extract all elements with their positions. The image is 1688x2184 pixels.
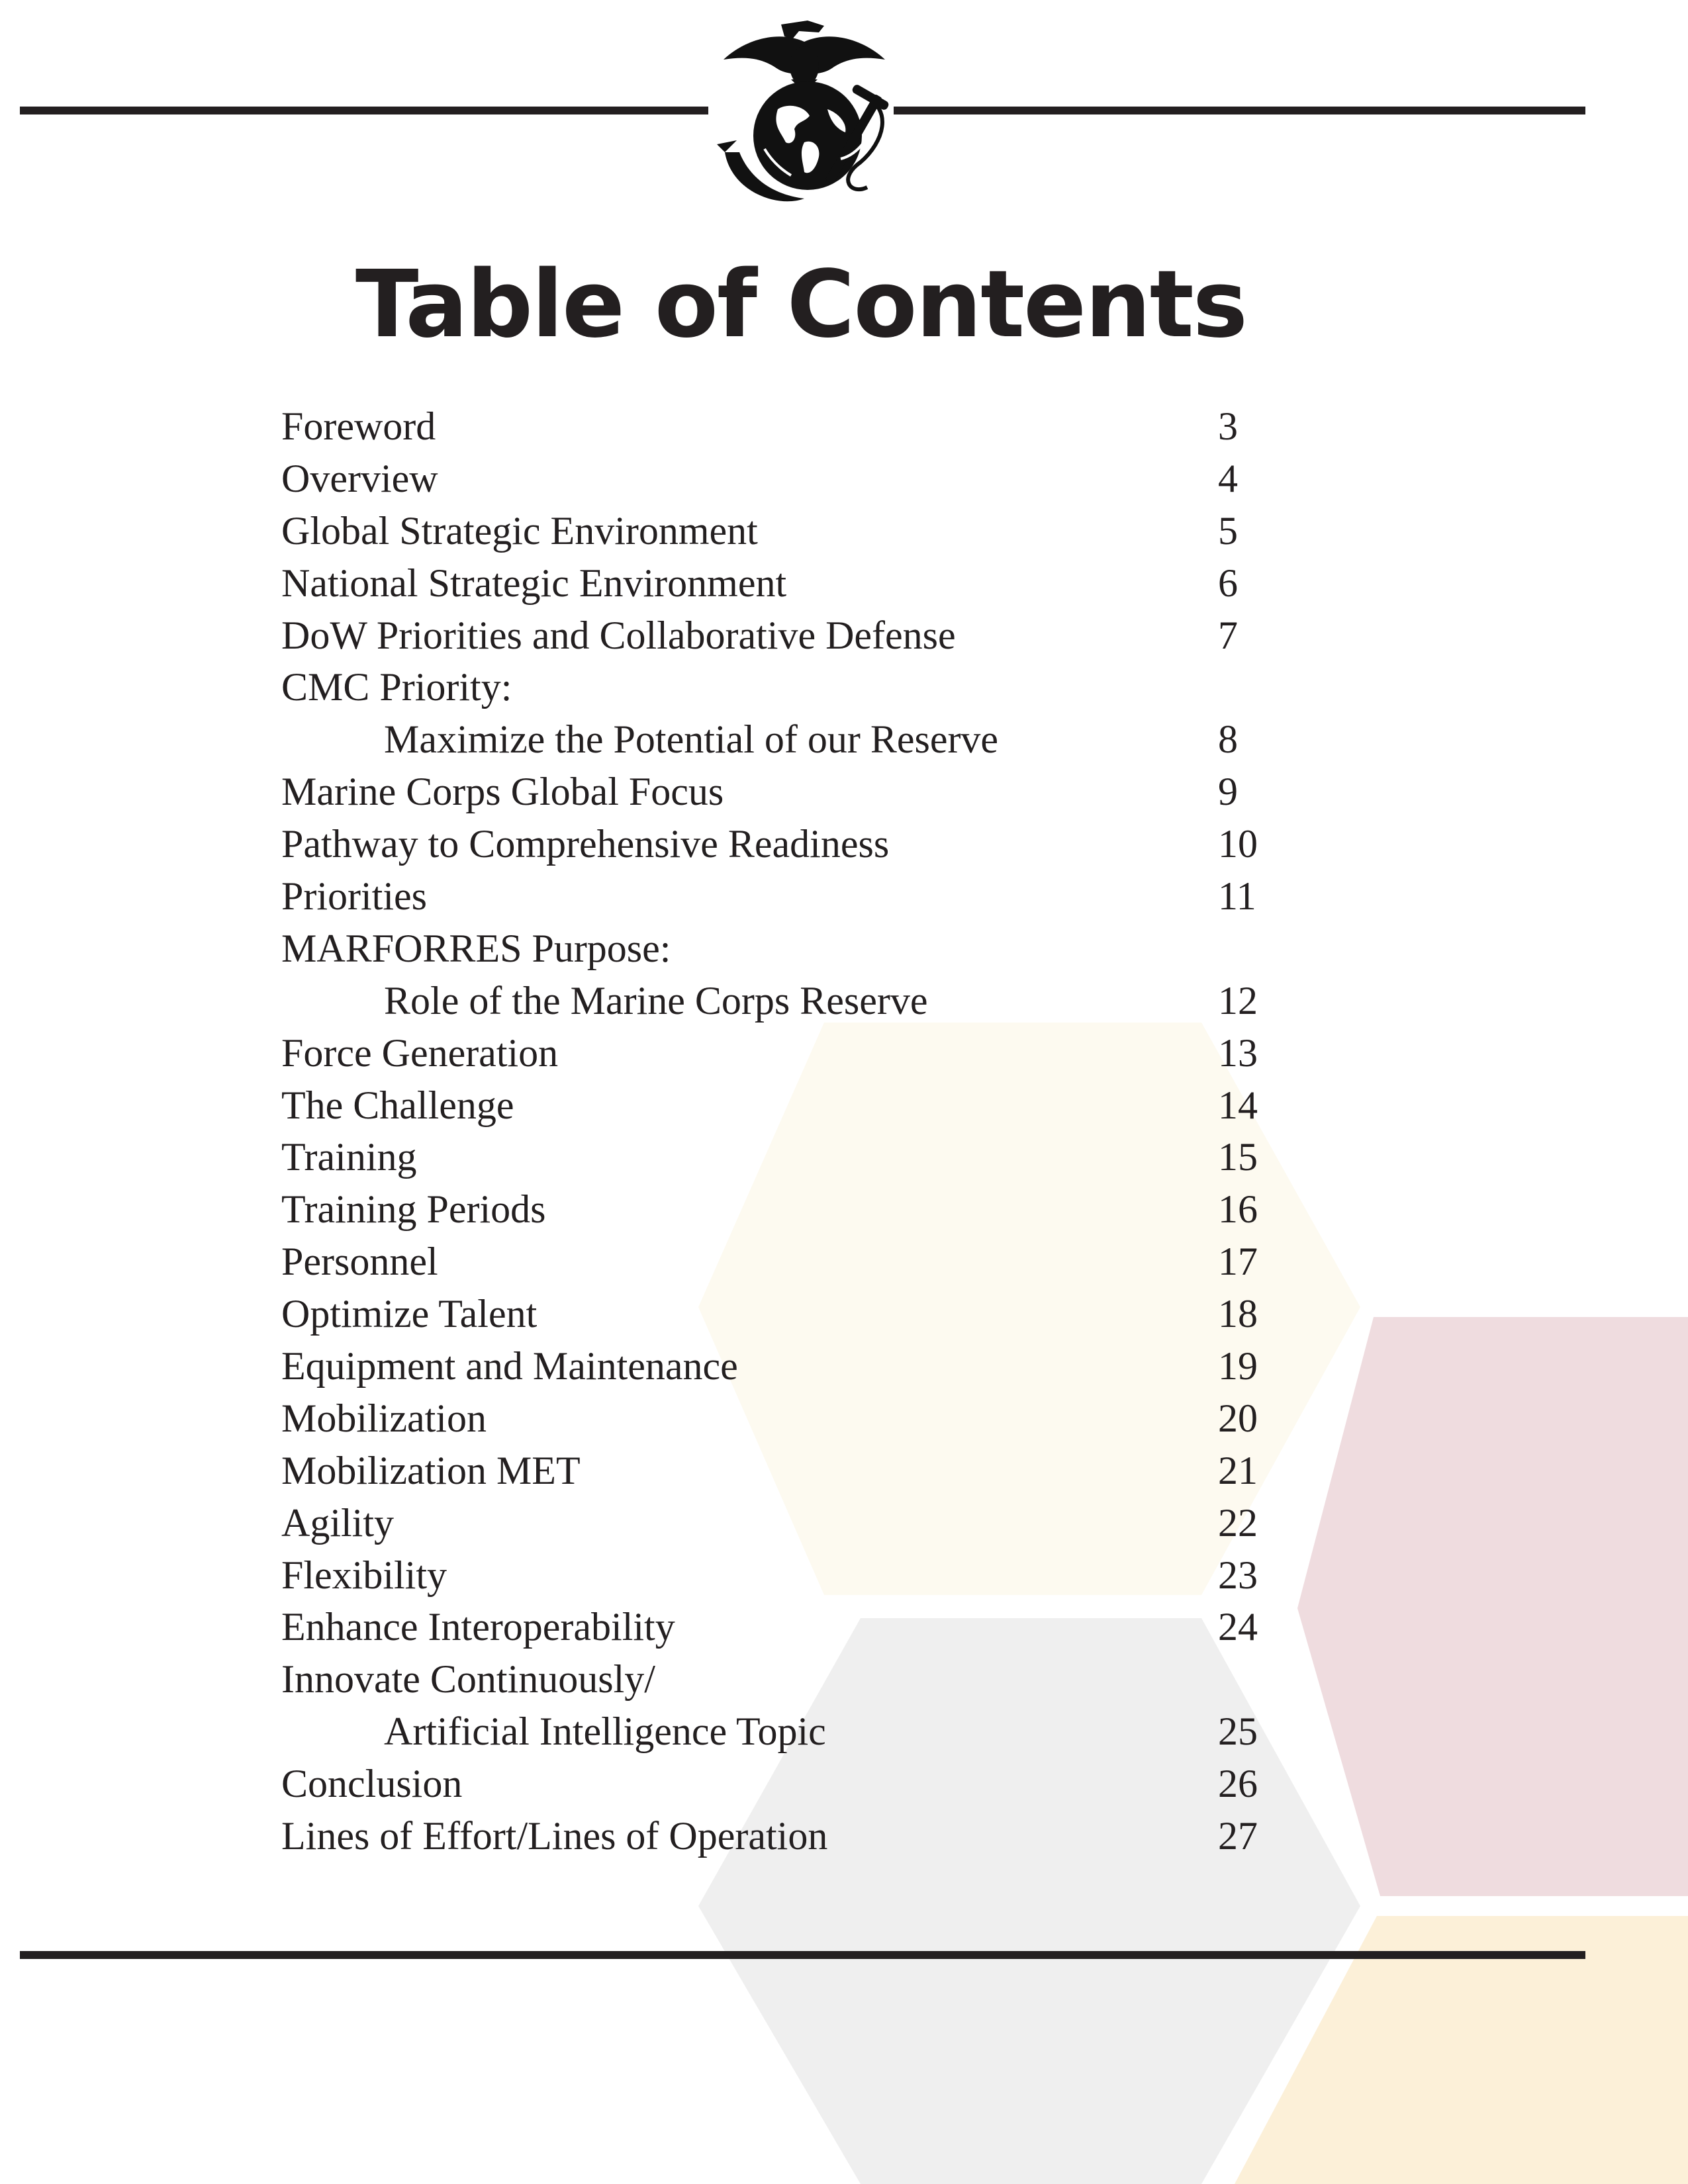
toc-entry-title: Flexibility [281,1553,447,1597]
toc-entry-title: MARFORRES Purpose: [281,926,671,970]
toc-entry [281,557,1274,610]
toc-entry-title: Priorities [281,874,427,919]
toc-entry-page-number: 3 [1218,404,1238,448]
toc-entry-page-number: 25 [1218,1709,1258,1754]
toc-entry [281,766,1274,818]
toc-entry-title: Personnel [281,1240,438,1284]
header-rule-left [20,107,708,114]
toc-entry-page-number: 23 [1218,1553,1258,1597]
toc-entry-page-number: 17 [1218,1240,1258,1284]
toc-entry [281,1653,1274,1706]
toc-entry-page-number: 27 [1218,1814,1258,1858]
toc-entry-page-number: 26 [1218,1762,1258,1806]
toc-entry-title: Training Periods [281,1187,546,1232]
toc-entry-title: Pathway to Comprehensive Readiness [281,822,890,866]
toc-entry-page-number: 6 [1218,561,1238,605]
toc-entry-title: Foreword [281,404,436,448]
toc-entry-page-number: 16 [1218,1187,1258,1232]
toc-entry-title: Mobilization [281,1396,487,1440]
toc-entry [281,818,1274,870]
toc-entry [281,1497,1274,1549]
toc-entry-page-number: 22 [1218,1500,1258,1545]
toc-entry [281,1706,1274,1758]
toc-entry-title: Force Generation [281,1030,559,1075]
toc-entry-page-number: 9 [1218,770,1238,814]
toc-entry-title: Mobilization MET [281,1448,581,1492]
toc-entry [281,1549,1274,1602]
toc-entry-title: Maximize the Potential of our Reserve [384,717,999,762]
toc-entry [281,1340,1274,1392]
toc-entry [281,610,1274,662]
toc-entry [281,870,1274,923]
toc-entry-title: Role of the Marine Corps Reserve [384,978,928,1023]
toc-entry-title: Innovate Continuously/ [281,1657,655,1702]
toc-entry [281,1288,1274,1340]
toc-entry-title: Conclusion [281,1762,463,1806]
page-title: Table of Contents [355,251,1247,359]
toc-entry [281,453,1274,505]
toc-entry-title: Equipment and Maintenance [281,1344,738,1388]
toc-entry [281,1392,1274,1445]
toc-entry-page-number: 4 [1218,456,1238,500]
toc-entry-page-number: 8 [1218,717,1238,762]
toc-entry [281,1445,1274,1497]
toc-entry-page-number: 14 [1218,1083,1258,1127]
toc-entry-page-number: 5 [1218,508,1238,553]
toc-entry-title: DoW Priorities and Collaborative Defense [281,613,956,657]
toc-entry-title: Training [281,1135,417,1179]
toc-entry-title: Global Strategic Environment [281,508,758,553]
toc-entry-title: National Strategic Environment [281,561,787,605]
toc-entry [281,661,1274,713]
toc-entry [281,400,1274,453]
toc-entry [281,1027,1274,1079]
toc-entry [281,923,1274,975]
toc-entry-page-number: 21 [1218,1448,1258,1492]
toc-entry-title: Lines of Effort/Lines of Operation [281,1814,828,1858]
toc-entry [281,975,1274,1027]
toc-entry-page-number: 12 [1218,978,1258,1023]
toc-entry-page-number: 18 [1218,1292,1258,1336]
toc-entry-title: Enhance Interoperability [281,1605,675,1649]
toc-entry-page-number: 20 [1218,1396,1258,1440]
toc-entry [281,1810,1274,1862]
toc-entry [281,1079,1274,1132]
toc-entry-page-number: 19 [1218,1344,1258,1388]
toc-entry-title: Overview [281,456,438,500]
toc-entry-title: Optimize Talent [281,1292,538,1336]
table-of-contents [281,400,1274,1862]
toc-entry-title: The Challenge [281,1083,514,1127]
toc-entry [281,1601,1274,1653]
toc-entry-page-number: 13 [1218,1030,1258,1075]
toc-entry [281,713,1274,766]
toc-entry-page-number: 7 [1218,613,1238,657]
toc-entry [281,505,1274,557]
toc-entry-title: CMC Priority: [281,665,512,709]
toc-entry-page-number: 15 [1218,1135,1258,1179]
toc-entry-title: Agility [281,1500,395,1545]
toc-entry [281,1131,1274,1183]
toc-entry [281,1236,1274,1288]
toc-entry-page-number: 10 [1218,822,1258,866]
toc-entry-title: Marine Corps Global Focus [281,770,724,814]
toc-entry [281,1758,1274,1810]
toc-entry-title: Artificial Intelligence Topic [384,1709,826,1754]
header-rule-right [894,107,1585,114]
footer-rule [20,1951,1585,1959]
eagle-globe-anchor-icon [698,10,910,208]
hexagon-pink [1297,1317,1688,1896]
toc-entry [281,1183,1274,1236]
toc-entry-page-number: 11 [1218,874,1256,919]
toc-entry-page-number: 24 [1218,1605,1258,1649]
